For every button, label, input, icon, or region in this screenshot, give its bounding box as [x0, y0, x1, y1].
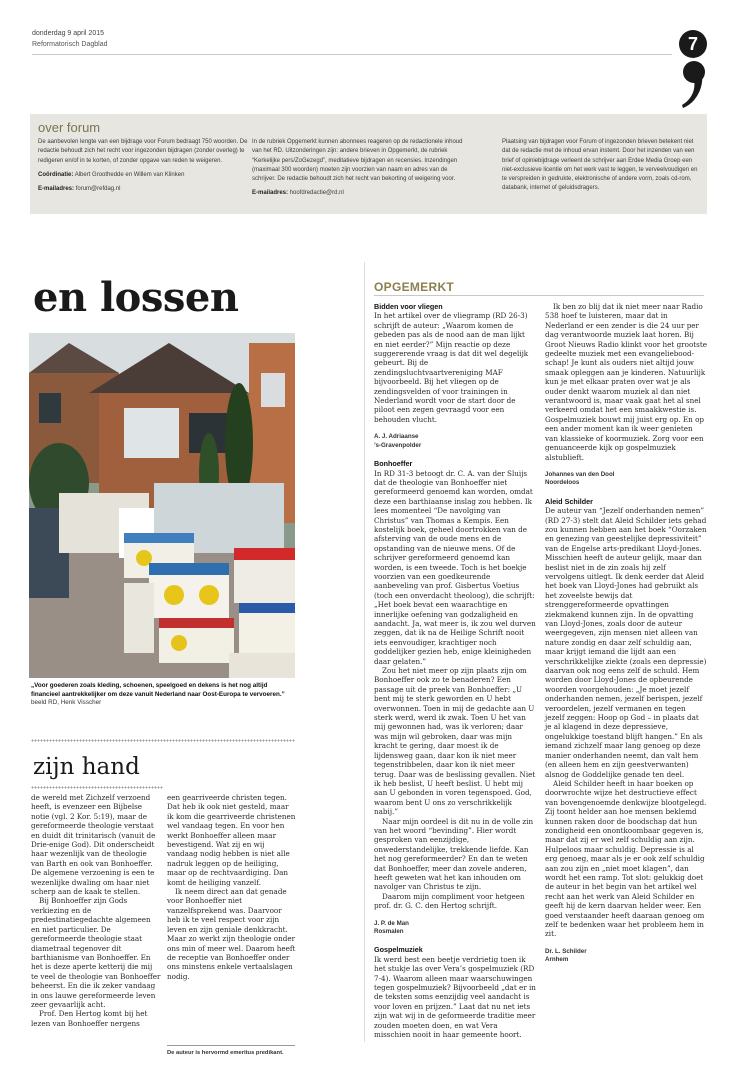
author-note: De auteur is hervormd emeritus predikant. [167, 1050, 284, 1056]
letter-author: Johannes van den Dool [545, 470, 615, 478]
coord-label: Coördinatie: [38, 171, 74, 178]
letter-paragraph: De auteur van “Jezelf onderhanden nemen” (RD 27-3) stelt dat Aleid Schilder iets gehad zou kunnen hebben aan het boek “Oorzaken en genezing van geestelijke depressiviteit” van de Engelse arts-predikant Lloyd-Jones. Misschien heeft de auteur gelijk, maar dan beslist niet in de zin zoals hij zelf vervolgens uitlegt. Ik denk eerder dat Aleid het boek van Lloyd-Jones had gebruikt als het zoveelste bewijs dat strenggereformeerde opvattingen ziekmakend kunnen zijn. In de opvatting van Lloyd-Jones, zoals door de auteur weergegeven, zijn mensen niet alleen van nature zondig en daar zelf schuldig aan, maar krijgt iemand die lijdt aan een verschrikkelijke ziekte (zoals een depressie) daarvan ook nog eens zelf de schuld. Hem worden door Lloyd-Jones de opbeurende woorden voorgehouden: „Je moet jezelf onderhanden nemen, jezelf berispen, jezelf veroordelen, jezelf vermanen en tegen jezelf zeggen: Hoop op God – in plaats dat je al klagend in deze depressieve, ongelukkige toestand blijft hangen.” En als iemand zichzelf maar lang genoeg op deze manier onderhanden neemt, dan valt hem (en alleen hem en zijn geestverwanten) alsnog de Goddelijke genade ten deel. [545, 506, 707, 779]
opgemerkt-rules-text: In de rubriek Opgemerkt kunnen abonnees reageren op de redactionele inhoud van het RD. Uitzonderingen zijn: andere brieven in Opgemerkt, de rubriek “Kerkelijke pers/ZoGezegd”, meditatieve bijdragen en recensies. Inzendingen (maximaal 300 woorden) moeten zijn voorzien van naam en adres van de schrijver. De redactie behoudt zich het recht van bekorting of weigering voor. [252, 139, 463, 183]
article-headline-top: en lossen [33, 274, 239, 321]
article-paragraph: Prof. Den Hertog komt bij het lezen van Bonhoeffer nergens [31, 1009, 148, 1028]
letter-aleid-schilder [545, 497, 707, 965]
opgemerkt-col-1 [374, 302, 536, 1039]
letter-heading: Bonhoeffer [374, 459, 413, 469]
redactie-email-label: E-mailadres: [252, 190, 289, 197]
letter-paragraph: Ik werd best een beetje verdrietig toen ik het stukje las over Vera’s gospelmuziek (RD 7-4). Waarom alleen maar waarschuwingen tegen gospelmuziek? Bijvoorbeeld „dat er in de teksten soms eenzijdig veel aandacht is voor loven en prijzen.” Laat dat nu net iets zijn wat wij in de geformeerde traditie meer zouden moeten doen, en wat Vera misschien nooit in haar gemeente hoort. [374, 954, 536, 1040]
photo-caption [31, 682, 293, 708]
letter-place: ’s-Gravenpolder [374, 441, 422, 449]
letter-bonhoeffer [374, 459, 536, 936]
opgemerkt-col-2 [545, 302, 707, 965]
dotted-separator [31, 739, 295, 742]
paper-name: Reformatorisch Dagblad [32, 41, 108, 48]
letter-heading: Bidden voor vliegen [374, 302, 443, 311]
forum-col-license [502, 138, 702, 194]
letter-author: A. J. Adriaanse [374, 433, 419, 441]
article-paragraph: Bij Bonhoeffer zijn Gods verkiezing en de predestinatiegedachte algemeen en niet particulier. De gereformeerde theologie staat diametraal tegenover dit barthianisme van Bonhoeffer. En het is deze aperte ketterij die mij te veel de theologie van Bonhoeffer beheerst. En die ik zeker vandaag in ons lauwe gereformeerde leven zeer gevaarlijk acht. [31, 896, 161, 1009]
letter-gospelmuziek-start [374, 945, 536, 1039]
letter-heading: Gospelmuziek [374, 945, 423, 955]
letter-author: Dr. L. Schilder [545, 947, 587, 955]
footnote-rule [167, 1045, 295, 1046]
letter-place: Arnhem [545, 956, 569, 964]
redactie-email-link[interactable]: hoofdredactie@rd.nl [289, 190, 344, 197]
caption-credit: beeld RD, Henk Visscher [31, 699, 102, 707]
article-paragraph: de wereld met Zichzelf verzoend heeft, is evenzeer een Bijbelse notie (vgl. 2 Kor. 5:19), maar de gereformeerde theologie verstaat en duidt dit trinitarisch (vanuit de Drie-enige God). Dit onderscheidt haar wezenlijk van de theologie van Barth en ook van Bonhoeffer. De algemene verzoening is een te wezenlijke dwaling om haar niet scherp aan de kaak te stellen. [31, 793, 156, 897]
letter-paragraph: Zou het niet meer op zijn plaats zijn om Bonhoeffer ook zo te benaderen? Een passage uit de preek van Bonhoeffer: „U bent mij te sterk geworden en U hebt overwonnen. Toen in mij de gedachte aan U sterk werd, werd ik zwak. Toen U het van mij gewonnen had, was ik verloren; daar was mijn wil gebroken, daar was mijn kracht te gering, daar moest ik de lijdensweg gaan, daar kon ik niet meer tegenstribbelen, daar kon ik niet meer terug. Daar was de beslissing gevallen. Niet ik heb beslist, U heeft beslist. U hebt mij aan U gebonden in voren tegenspoed. God, waarom bent U ons zo verschrikkelijk nabij.” [374, 666, 536, 817]
letter-paragraph: In het artikel over de vliegramp (RD 26-3) schrijft de auteur: „Waarom komen de gebeden pas als de nood aan de man lijkt en niet eerder?” Mijn reactie op deze suggererende vraag is dat dit wel degelijk gebeurt. Bij de zendingsluchtvaartvereniging MAF bijvoorbeeld. Bij het vliegen op de zendingsvelden of voor trainingen in Nederland wordt voor de start door de piloot een zegen gevraagd voor een behouden vlucht. [374, 311, 529, 424]
article-headline-bottom: zijn hand [33, 754, 140, 780]
letter-paragraph: Naar mijn oordeel is dit nu in de volle zin van het woord “bevinding”. Hier wordt gesproken van eenzijdige, onwederstandelijke, trekkende liefde. Kan het nog gereformeerder? En dan te weten dat Bonhoeffer, meer dan zovele anderen, heeft geweten wat het kan inhouden om navolger van Christus te zijn. [374, 816, 534, 892]
letter-paragraph: Aleid Schilder heeft in haar boeken op doorwrochte wijze het destructieve effect van bovengenoemde denkwijze blootgelegd. Zij toont helder aan hoe mensen beklemd kunnen raken door de boodschap dat hun zondigheid een onontkoombaar gegeven is, maar dat zij er wel zelf schuldig aan zijn. Hulpeloos maar schuldig. Depressie is al erg genoeg, maar als je er ook zelf schuldig aan zou zijn en „niet moet klagen”, dan wordt het een ramp. Tot slot: gelukkig doet de auteur in het begin van het artikel wel recht aan het werk van Aleid Schilder en geeft hij de kern daarvan helder weer. Een goed verstaander heeft daaraan genoeg om zelf te bedenken waar het probleem hem in zit. [545, 778, 707, 939]
article-col-left [31, 793, 161, 1028]
article-paragraph: een gearriveerde christen tegen. Dat heb ik ook niet gesteld, maar ik kom die gearriveerde christenen wel vandaag tegen. En voor hen werkt Bonhoeffer alleen maar bevestigend. Wat zij en wij vandaag nodig hebben is niet alle nadruk leggen op de heiliging, maar op de rechtvaardiging. Dan komt de heiliging vanzelf. [167, 793, 296, 887]
letter-paragraph: In RD 31-3 betoogt dr. C. A. van der Sluijs dat de theologie van Bonhoeffer niet gereformeerd genoemd kan worden, omdat deze een barthiaanse inslag zou hebben. Ik lees momenteel “De navolging van Christus” van Thomas a Kempis. Een kostelijk boek, geheel doortrokken van de afsterving van de oude mens en de opstanding van de nieuwe mens. Of de schrijver gereformeerd genoemd kan worden, is een tweede. Toch is het boekje voorzien van een goedkeurende aanbeveling van prof. Gisbertus Voetius (toch een onverdacht theoloog), die schrijft: „Het boek bevat een waarachtige en innerlijke oefening van godzaligheid en aandacht. Ja, wat meer is, ik zou wel durven zeggen, dat ik na de Heilige Schrift nooit iets eenvoudiger, krachtiger noch goddelijker gezien heb, enige kleinigheden daar gelaten.” [374, 468, 536, 666]
page-date: donderdag 9 april 2015 [32, 30, 105, 37]
article-photo [29, 333, 295, 678]
forum-title: over forum [38, 120, 101, 135]
caption-text: „Voor goederen zoals kleding, schoenen, speelgoed en dekens is het nog altijd financieel aantrekkelijker om deze vanuit Nederland naar Oost-Europa te vervoeren.” [31, 682, 285, 698]
letter-gospelmuziek-cont [545, 302, 707, 488]
forum-email-label: E-mailadres: [38, 186, 75, 193]
forum-col-opgemerkt [252, 138, 470, 199]
comma-logo-icon [680, 60, 706, 110]
forum-email-link[interactable]: forum@refdag.nl [75, 186, 121, 193]
coord-value: Albert Groothedde en Willem van Klinken [74, 171, 185, 178]
header-rule [32, 54, 672, 55]
forum-col-guidelines [38, 138, 260, 194]
letter-bidden [374, 302, 536, 450]
license-text: Plaatsing van bijdragen voor Forum of ingezonden brieven betekent niet dat de redactie met de inhoud ervan instemt. Door het inzenden van een brief of opiniebijdrage verleent de schrijver aan Erdee Media Groep een niet-exclusieve licentie om het werk vast te leggen, te verveelvoudigen en te verspreiden in gedrukte, elektronische of andere vorm, zoals cd-rom, databank, internet of geluidsdragers. [502, 139, 698, 192]
letter-place: Noordeloos [545, 479, 580, 487]
letter-place: Rosmalen [374, 928, 404, 935]
column-divider [364, 262, 365, 1042]
article-col-right [167, 793, 297, 981]
letter-author: J. P. de Man [374, 919, 409, 927]
page-number-badge: 7 [679, 30, 707, 58]
forum-guidelines-text: De aanbevolen lengte van een bijdrage voor Forum bedraagt 750 woorden. De redactie behoudt zich het recht voor ingezonden bijdragen (zonder overleg) te redigeren en/of in te korten, of zonder opgave van reden te weigeren. [38, 139, 248, 164]
forum-info-box [30, 114, 707, 214]
dotted-separator [31, 786, 163, 789]
article-paragraph: Ik neem direct aan dat genade voor Bonhoeffer niet vanzelfsprekend was. Daarvoor heb ik te veel respect voor zijn leven en zijn geniale denkkracht. Maar zo werkt zijn theologie onder ons min of meer wel. Daarom heeft de receptie van Bonhoeffer onder ons minstens enkele vertaalslagen nodig. [167, 887, 296, 981]
letter-heading: Aleid Schilder [545, 496, 593, 506]
letter-paragraph: Daarom mijn compliment voor hetgeen prof. dr. G. C. den Hertog schrijft. [374, 891, 525, 911]
opgemerkt-rule [374, 295, 704, 296]
opgemerkt-title: OPGEMERKT [374, 280, 455, 294]
letter-paragraph: Ik ben zo blij dat ik niet meer naar Radio 538 hoef te luisteren, maar dat in Nederland er een zender is die 24 uur per dag verantwoorde muziek laat horen. Bij Groot Nieuws Radio klinkt voor het grootste gedeelte muziek met een evangeliebood-schap! Je kunt als ouders niet altijd jouw smaak opleggen aan je kinderen. Natuurlijk kun je met elkaar praten over wat je als ouder denkt waarom muziek al dan niet verantwoord is, maar vaak gaat het al snel verkeerd omdat het een smaakkwestie is. Gospelmuziek bouwt mij juist erg op. En op een ander moment kan ik weer genieten van klassieke of koormuziek. Zorg voor een genuanceerde kijk op gospelmuziek alstublieft. [545, 302, 707, 462]
